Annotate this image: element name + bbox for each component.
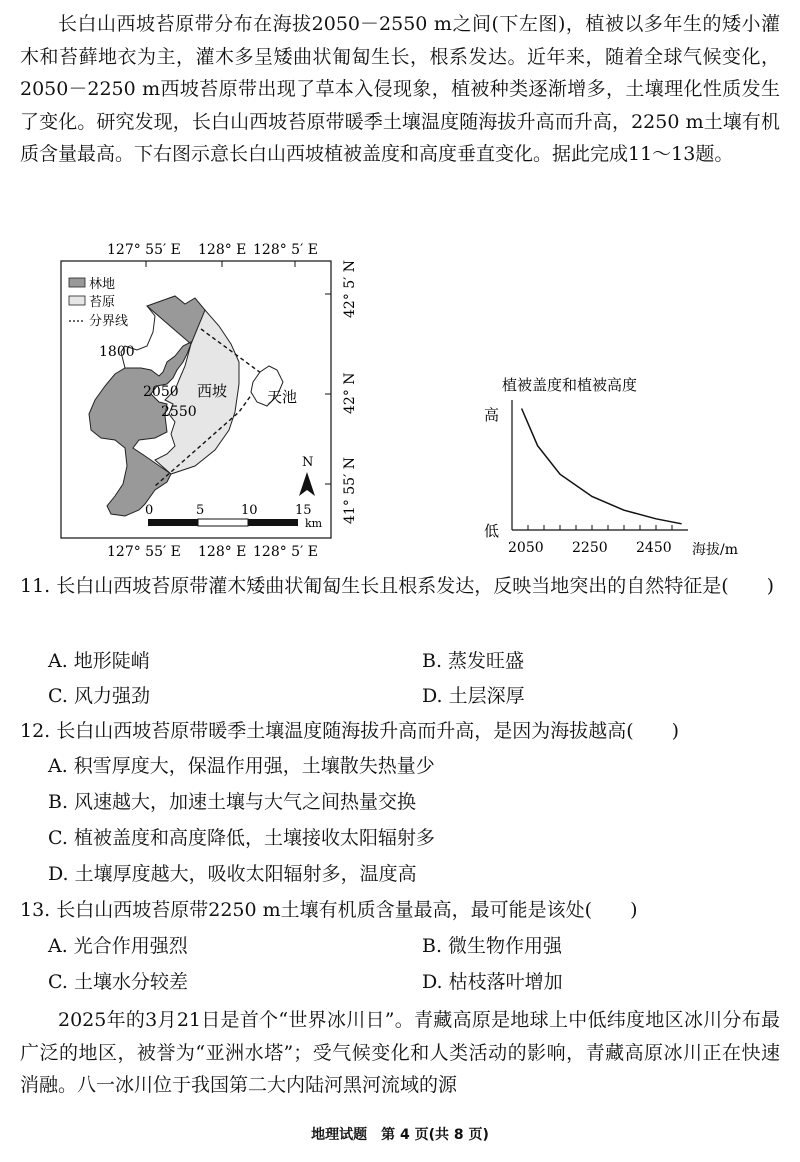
q13-option-b[interactable]: B. 微生物作用强 [422,935,563,957]
vegetation-curve [522,409,682,524]
bottom-lon-1: 127° 55′ E [107,544,181,560]
y-tick-low: 低 [484,522,500,540]
question-13-stem: 13. 长白山西坡苔原带2250 m土壤有机质含量最高，最可能是该处( ) [20,899,638,921]
legend-boundary: 分界线 [89,314,129,329]
north-label: N [302,455,314,470]
bottom-lon-2: 128° E [198,544,247,560]
map-figure [55,234,375,564]
x-tick-label: 2050 [508,540,544,556]
elev-2050: 2050 [143,384,179,400]
q11-option-c[interactable]: C. 风力强劲 [48,685,150,707]
scale-10: 10 [241,503,258,518]
bottom-lon-3: 128° 5′ E [253,544,318,560]
lat-2: 42° N [342,372,358,414]
q12-option-b[interactable]: B. 风速越大，加速土壤与大气之间热量交换 [48,791,417,813]
top-lon-1: 127° 55′ E [107,242,181,258]
elev-1800: 1800 [99,344,135,360]
tianchi-label: 天池 [267,388,298,406]
scale-5: 5 [196,503,205,518]
q11-option-b[interactable]: B. 蒸发旺盛 [422,650,525,672]
passage-2: 2025年的3月21日是首个“世界冰川日”。青藏高原是地球上中低纬度地区冰川分布最广泛的地区，被誉为“亚洲水塔”；受气候变化和人类活动的影响，青藏高原冰川正在快速消融。八一冰川位于我国第二大内陆河黑河流域的源 [20,1009,780,1096]
q13-option-c[interactable]: C. 土壤水分较差 [48,971,188,993]
question-11-stem: 11. 长白山西坡苔原带灌木矮曲状匍匐生长且根系发达，反映当地突出的自然特征是( ) [20,575,775,597]
q12-option-a[interactable]: A. 积雪厚度大，保温作用强，土壤散失热量少 [48,755,435,777]
intro-paragraph: 长白山西坡苔原带分布在海拔2050－2550 m之间(下左图)，植被以多年生的矮小灌木和苔藓地衣为主，灌木多呈矮曲状匍匐生长，根系发达。近年来，随着全球气候变化，2050－2250 m西坡苔原带出现了草本入侵现象，植被种类逐渐增多，土壤理化性质发生了变化。研究发现，长白山西坡苔原带暖季土壤温度随海拔升高而升高，2250 m土壤有机质含量最高。下右图示意长白山西坡植被盖度和高度垂直变化。据此完成11～13题。 [20,13,780,165]
q12-option-c[interactable]: C. 植被盖度和高度降低，土壤接收太阳辐射多 [48,827,435,849]
top-lon-2: 128° E [198,242,247,258]
lat-1: 42° 5′ N [342,259,358,318]
scale-15: 15 [295,503,312,518]
y-tick-high: 高 [484,406,500,424]
legend-tundra: 苔原 [89,295,116,310]
x-tick-label: 2250 [572,540,608,556]
scale-0: 0 [145,503,154,518]
vegetation-chart [470,370,770,560]
q11-option-a[interactable]: A. 地形陡峭 [48,650,150,672]
q11-option-d[interactable]: D. 土层深厚 [422,685,525,707]
question-12-stem: 12. 长白山西坡苔原带暖季土壤温度随海拔升高而升高，是因为海拔越高( ) [20,720,680,742]
north-arrow-icon [299,472,315,496]
x-axis-label: 海拔/m [692,542,738,558]
q13-option-a[interactable]: A. 光合作用强烈 [48,935,188,957]
page-footer: 地理试题 第 4 页(共 8 页) [311,1127,489,1143]
legend-forest: 林地 [89,277,116,292]
top-lon-3: 128° 5′ E [253,242,318,258]
west-slope-label: 西坡 [197,382,228,400]
x-tick-label: 2450 [636,540,672,556]
q12-option-d[interactable]: D. 土壤厚度越大，吸收太阳辐射多，温度高 [48,863,417,885]
scale-unit: km [305,517,323,530]
chart-title: 植被盖度和植被高度 [502,376,638,394]
q13-option-d[interactable]: D. 枯枝落叶增加 [422,971,563,993]
elev-2550: 2550 [161,404,197,420]
lat-3: 41° 55′ N [342,457,358,524]
